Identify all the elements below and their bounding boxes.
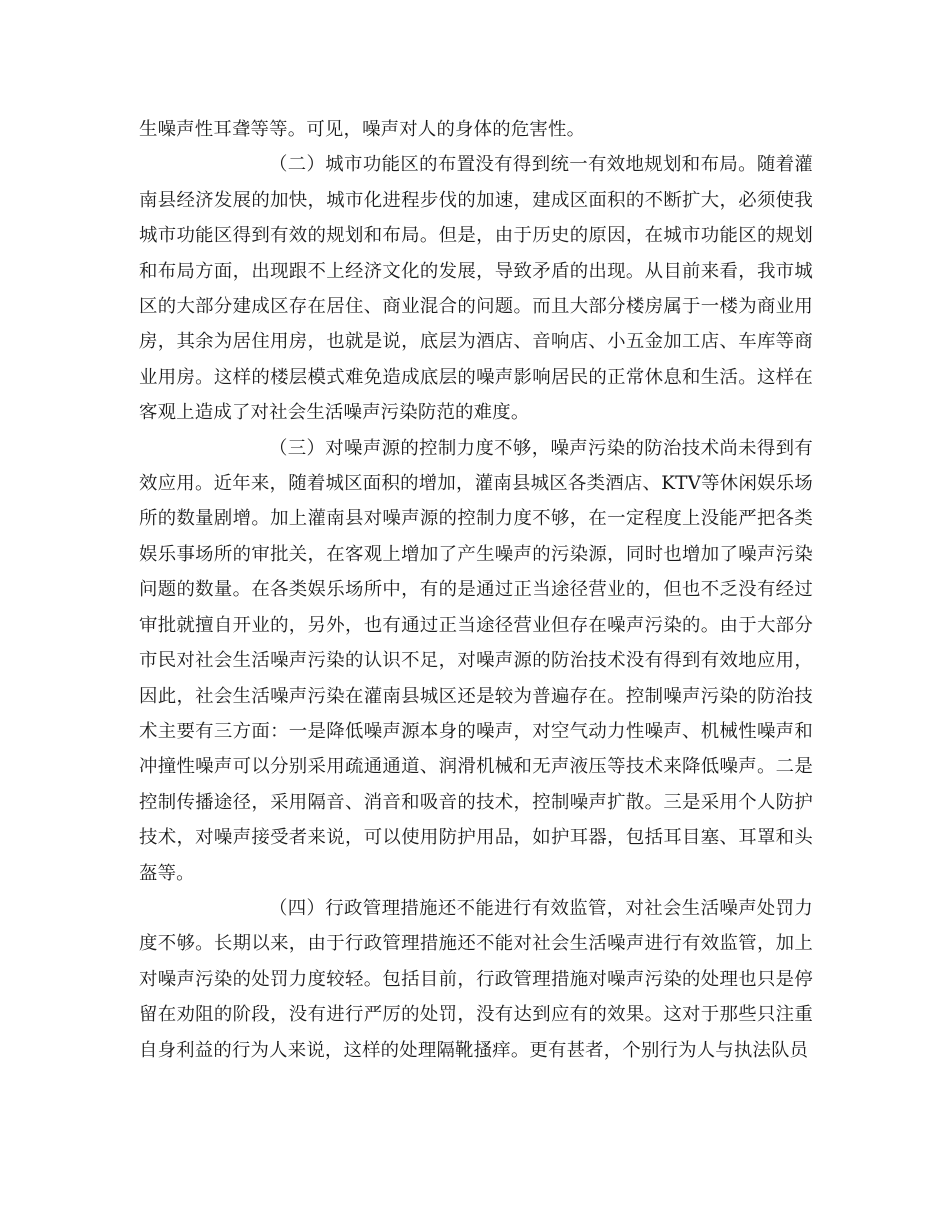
document-page bbox=[139, 112, 813, 1068]
paragraph-2: （二）城市功能区的布置没有得到统一有效地规划和布局。随着灌南县经济发展的加快，城市化进程步伐的加速，建成区面积的不断扩大，必须使我城市功能区得到有效的规划和布局。但是，由于历史的原因，在城市功能区的规划和布局方面，出现跟不上经济文化的发展，导致矛盾的出现。从目前来看，我市城区的大部分建成区存在居住、商业混合的问题。而且大部分楼房属于一楼为商业用房，其余为居住用房，也就是说，底层为酒店、音响店、小五金加工店、车库等商业用房。这样的楼层模式难免造成底层的噪声影响居民的正常休息和生活。这样在客观上造成了对社会生活噪声污染防范的难度。 bbox=[139, 154, 813, 424]
paragraph-4: （四）行政管理措施还不能进行有效监管，对社会生活噪声处罚力度不够。长期以来，由于行政管理措施还不能对社会生活噪声进行有效监管，加上对噪声污染的处罚力度较轻。包括目前，行政管理措施对噪声污染的处理也只是停留在劝阻的阶段，没有进行严厉的处罚，没有达到应有的效果。这对于那些只注重自身利益的行为人来说，这样的处理隔靴搔痒。更有甚者，个别行为人与执法队员 bbox=[139, 897, 813, 1061]
paragraph-1: 生噪声性耳聋等等。可见，噪声对人的身体的危害性。 bbox=[139, 119, 586, 140]
paragraph-3: （三）对噪声源的控制力度不够，噪声污染的防治技术尚未得到有效应用。近年来，随着城区面积的增加，灌南县城区各类酒店、KTV等休闲娱乐场所的数量剧增。加上灌南县对噪声源的控制力度不够，在一定程度上没能严把各类娱乐事场所的审批关，在客观上增加了产生噪声的污染源，同时也增加了噪声污染问题的数量。在各类娱乐场所中，有的是通过正当途径营业的，但也不乏没有经过审批就擅自开业的，另外，也有通过正当途径营业但存在噪声污染的。由于大部分市民对社会生活噪声污染的认识不足，对噪声源的防治技术没有得到有效地应用，因此，社会生活噪声污染在灌南县城区还是较为普遍存在。控制噪声污染的防治技术主要有三方面：一是降低噪声源本身的噪声，对空气动力性噪声、机械性噪声和冲撞性噪声可以分别采用疏通通道、润滑机械和无声液压等技术来降低噪声。二是控制传播途径，采用隔音、消音和吸音的技术，控制噪声扩散。三是采用个人防护技术，对噪声接受者来说，可以使用防护用品，如护耳器，包括耳目塞、耳罩和头盔等。 bbox=[139, 437, 813, 884]
